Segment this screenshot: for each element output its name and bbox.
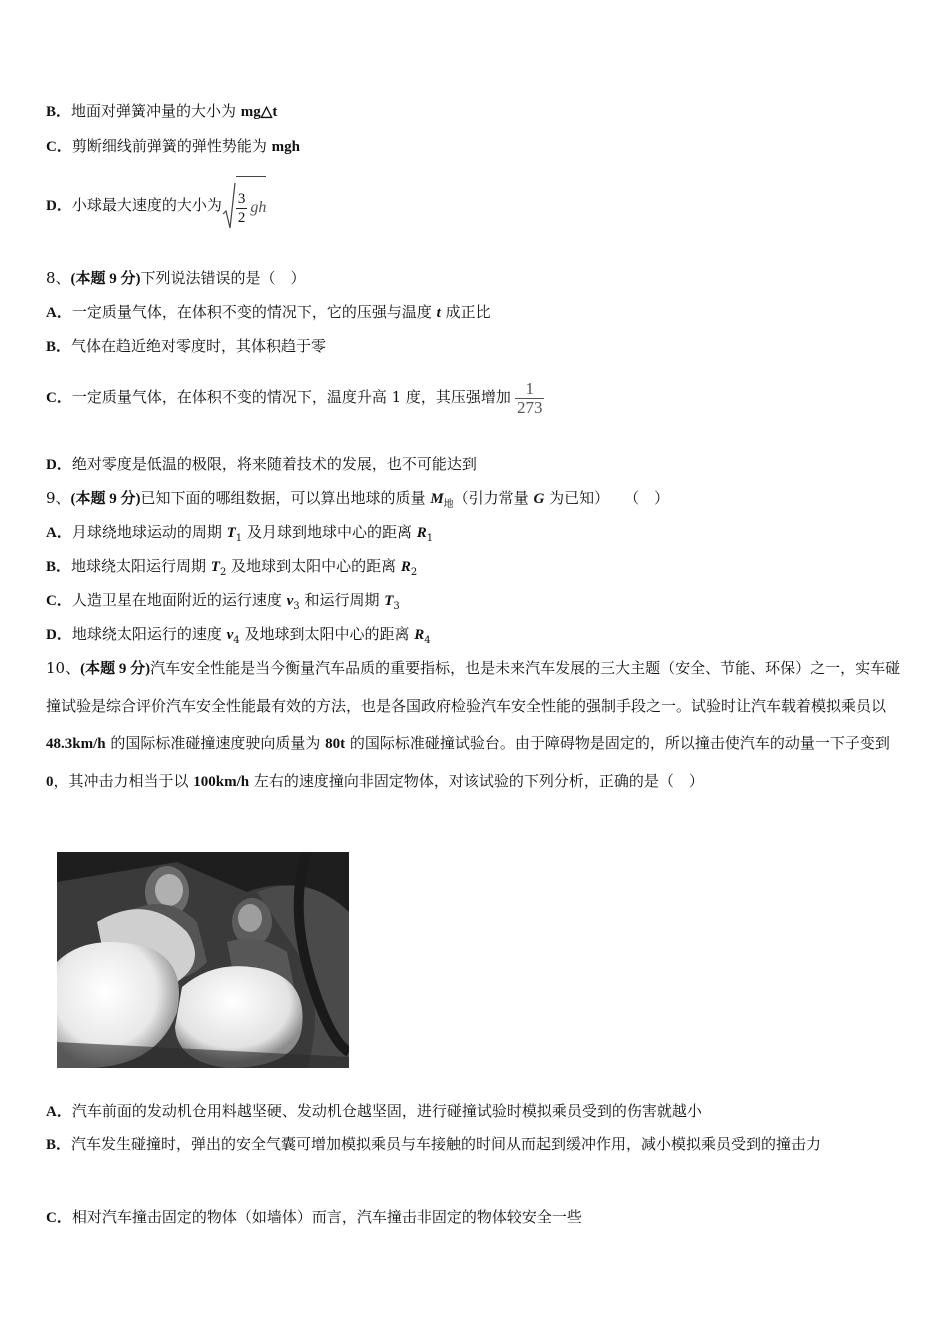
option-text: 人造卫星在地面附近的运行速度 [71,591,287,609]
option-text: 小球最大速度的大小为 [71,196,222,214]
formula: mgh [271,139,300,155]
formula: mg△t [240,104,278,120]
option-text: 月球绕地球运动的周期 [71,523,227,541]
option-label: D． [46,457,72,473]
question-score: (本题 9 分) [70,271,141,287]
q10-option-c[interactable] [46,1207,582,1228]
q10-stem [46,650,908,801]
question-text: （引力常量 [453,489,534,507]
formula-variable: t [436,305,441,321]
option-label: D． [46,627,72,643]
question-text: 左右的速度撞向非固定物体，对该试验的下列分析，正确的是（ ） [249,772,704,790]
subscript: 2 [410,567,418,578]
subscript: 1 [235,533,243,544]
formula-variable: T [226,525,236,541]
option-label: D． [46,198,72,214]
option-text: 成正比 [440,303,491,321]
option-text: 及月球到地球中心的距离 [242,523,417,541]
subscript: 地 [443,499,454,510]
q9-option-a[interactable] [46,522,433,549]
fraction-numerator: 1 [515,380,545,399]
momentum-value: 0 [46,774,54,790]
speed-value: 100km/h [193,774,250,790]
formula-variable: R [400,559,411,575]
formula-variable: G [533,491,545,507]
q9-option-c[interactable] [46,590,400,617]
formula-variable: v [226,627,234,643]
q8-stem [46,268,306,289]
question-number: 9、 [46,489,71,507]
formula-variable: gh [250,199,267,216]
option-text: 及地球到太阳中心的距离 [239,625,415,643]
option-text: 绝对零度是低温的极限，将来随着技术的发展，也不可能达到 [71,455,477,473]
subscript: 3 [393,601,400,612]
question-number: 8、 [46,269,71,287]
q7-option-c[interactable] [46,136,300,157]
fraction [515,380,545,417]
formula-variable: T [384,593,394,609]
formula-variable: M [430,491,444,507]
option-label: C． [46,593,72,609]
formula-variable: R [416,525,427,541]
question-text: 已知下面的哪组数据，可以算出地球的质量 [140,489,431,507]
mass-value: 80t [325,736,346,752]
q8-option-c[interactable] [46,372,544,423]
q9-option-d[interactable] [46,624,431,651]
q7-option-b[interactable] [46,101,277,122]
option-label: B． [46,1137,72,1153]
option-text: 一定质量气体，在体积不变的情况下，它的压强与温度 [71,303,437,321]
subscript: 4 [233,635,240,646]
fraction-numerator: 3 [237,190,246,207]
question-text: 的国际标准碰撞速度驶向质量为 [105,734,326,752]
option-text: 及地球到太阳中心的距离 [226,557,401,575]
radical-sign-icon [222,182,236,230]
option-text: 地面对弹簧冲量的大小为 [71,102,241,120]
option-label: C． [46,1210,72,1226]
option-text: 和运行周期 [299,591,385,609]
q8-option-d[interactable] [46,454,477,475]
option-text: 汽车前面的发动机仓用料越坚硬、发动机仓越坚固，进行碰撞试验时模拟乘员受到的伤害就越小 [71,1102,702,1120]
formula-variable: T [210,559,220,575]
question-text: 下列说法错误的是（ ） [140,269,306,287]
option-text: 相对汽车撞击固定的物体（如墙体）而言，汽车撞击非固定的物体较安全一些 [71,1208,582,1226]
question-score: (本题 9 分) [80,661,151,677]
option-label: B． [46,339,72,355]
question-text: 的国际标准碰撞试验台。由于障碍物是固定的，所以撞击使汽车的动量一下子变到 [345,734,890,752]
crash-test-image [57,852,349,1068]
formula-variable: R [414,627,425,643]
question-text: ，其冲击力相当于以 [53,772,194,790]
question-score: (本题 9 分) [70,491,141,507]
option-label: B． [46,104,72,120]
option-label: A． [46,1104,72,1120]
subscript: 4 [424,635,431,646]
formula-variable: v [286,593,294,609]
crash-test-photo [57,852,349,1068]
subscript: 1 [426,533,434,544]
option-label: B． [46,559,72,575]
speed-value: 48.3km/h [46,736,106,752]
option-text: 一定质量气体，在体积不变的情况下，温度升高 1 度，其压强增加 [71,388,511,406]
option-label: A． [46,525,72,541]
question-text: 汽车安全性能是当今衡量汽车品质的重要指标，也是未来汽车发展的三大主题（安全、节能、环保）之一，实车碰撞试验是综合评价汽车安全性能最有效的方法，也是各国政府检验汽车安全性能的强制手段之一。试验时让汽车载着模拟乘员以 [46,659,901,715]
fraction-denominator: 273 [516,397,543,417]
option-label: C． [46,139,72,155]
question-number: 10、 [46,659,81,677]
q10-option-a[interactable] [46,1101,702,1122]
option-label: C． [46,390,72,406]
q10-option-b[interactable] [46,1126,908,1164]
q7-option-d[interactable] [46,176,266,236]
option-text: 地球绕太阳运行周期 [71,557,211,575]
q9-option-b[interactable] [46,556,417,583]
question-text: 为已知） （ ） [544,489,670,507]
q8-option-b[interactable] [46,336,326,357]
option-text: 气体在趋近绝对零度时，其体积趋于零 [71,337,327,355]
fraction [236,190,248,227]
sqrt-formula [222,176,267,236]
option-text: 汽车发生碰撞时，弹出的安全气囊可增加模拟乘员与车接触的时间从而起到缓冲作用，减小模拟乘员受到的撞击力 [71,1135,822,1153]
q9-stem [46,488,669,515]
option-text: 剪断细线前弹簧的弹性势能为 [71,137,272,155]
subscript: 3 [293,601,300,612]
fraction-denominator: 2 [237,209,246,226]
option-text: 地球绕太阳运行的速度 [71,625,227,643]
subscript: 2 [219,567,227,578]
option-label: A． [46,305,72,321]
q8-option-a[interactable] [46,302,491,323]
